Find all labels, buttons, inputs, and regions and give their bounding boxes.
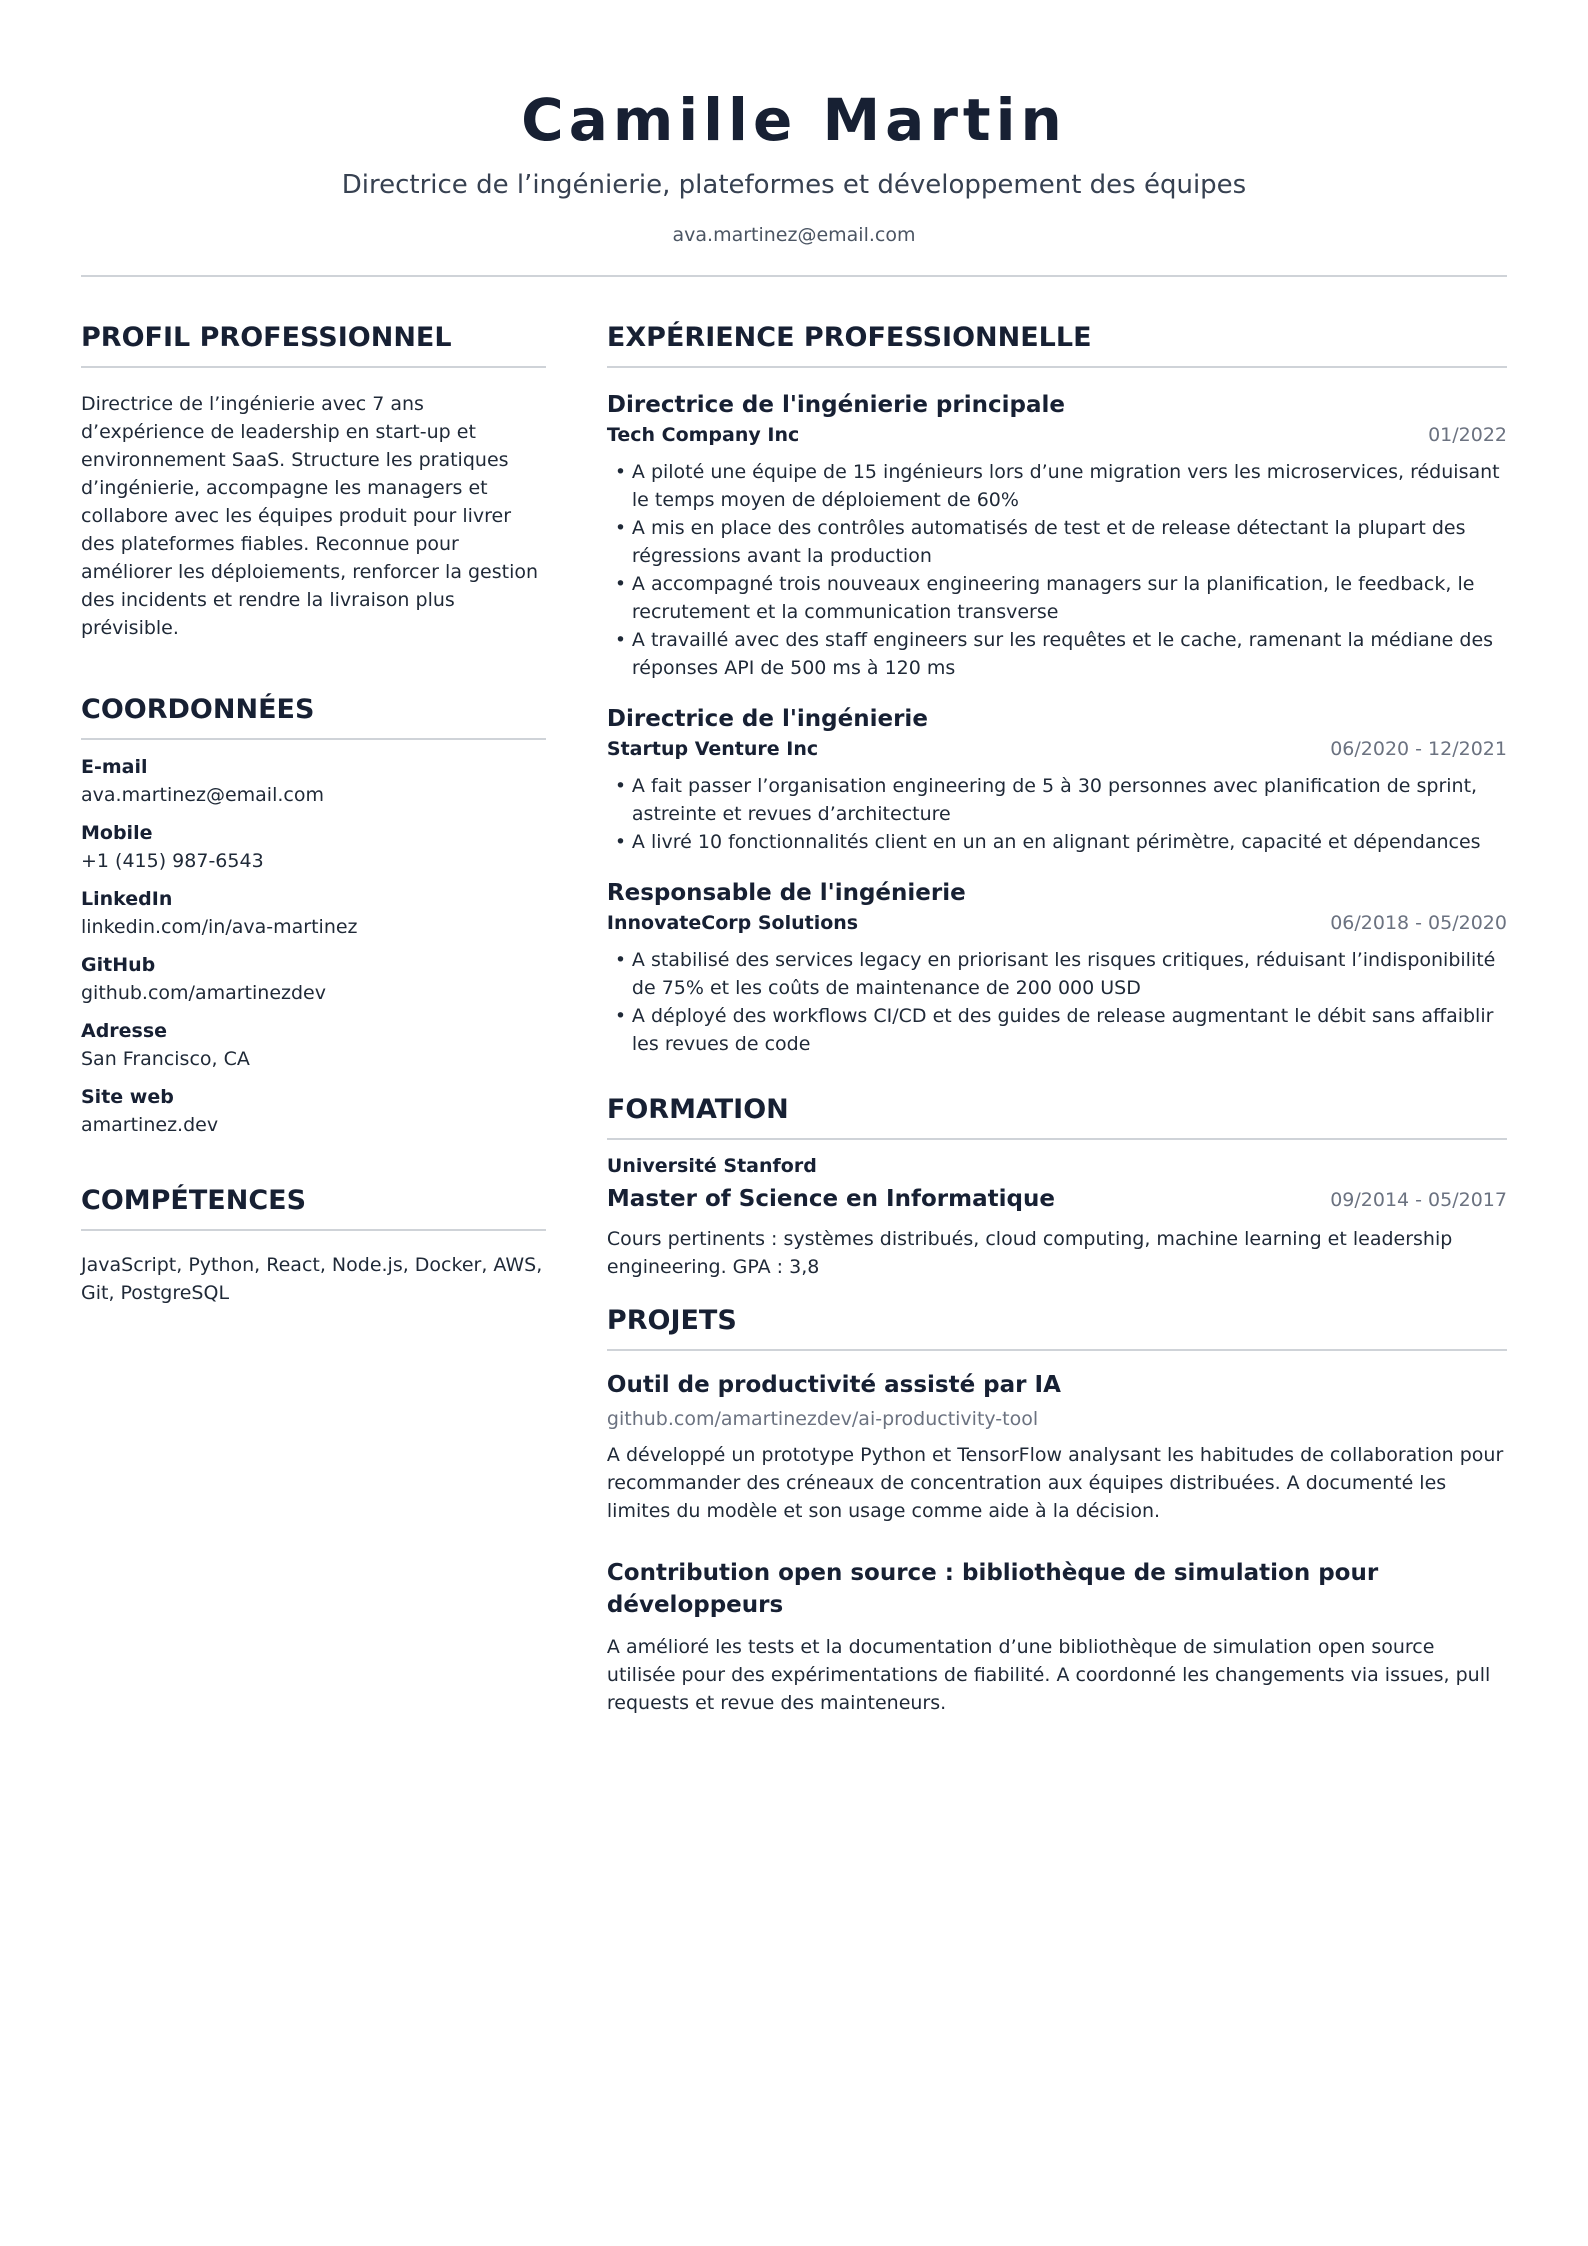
job-date: 06/2020 - 12/2021 (1330, 738, 1507, 760)
project-link[interactable]: github.com/amartinezdev/ai-productivity-tool (606, 1408, 1039, 1430)
contact-github-link[interactable]: github.com/amartinezdev (81, 982, 326, 1004)
section-title: COORDONNÉES (81, 694, 315, 725)
contact-list (81, 753, 546, 1139)
project-description: A amélioré les tests et la documentation d’une bibliothèque de simulation open source utilisée pour des expérimentations de fiabilité. A coordonné les changements via issues, pull requests et revue des mainteneurs. (606, 1636, 1491, 1714)
job-company: Startup Venture Inc (606, 738, 819, 760)
right-column (607, 320, 1507, 1717)
contact-label: LinkedIn (81, 888, 173, 910)
job-bullet: • A accompagné trois nouveaux engineering managers sur la planification, le feedback, le recrutement et la communication transverse (607, 570, 1507, 626)
profile-section (81, 320, 546, 642)
contact-linkedin-link[interactable]: linkedin.com/in/ava-martinez (81, 916, 358, 938)
profile-text: Directrice de l’ingénierie avec 7 ans d’expérience de leadership en start-up et environnement SaaS. Structure les pratiques d’ingénierie, accompagne les managers et collabore avec les équipes produit pour livrer des plateformes fiables. Reconnue pour améliorer les déploiements, renforcer la gestion des incidents et rendre la livraison plus prévisible. (81, 393, 539, 639)
contact-item-linkedin (81, 885, 546, 941)
job-date: 06/2018 - 05/2020 (1330, 912, 1507, 934)
contact-label: Mobile (81, 822, 153, 844)
job-bullet: • A stabilisé des services legacy en priorisant les risques critiques, réduisant l’indisponibilité de 75% et les coûts de maintenance de 200 000 USD (607, 946, 1507, 1002)
job-bullet: • A fait passer l’organisation engineering de 5 à 30 personnes avec planification de sprint, astreinte et revues d’architecture (607, 772, 1507, 828)
job-entry (607, 703, 1507, 856)
job-entry (607, 877, 1507, 1058)
job-bullet: • A déployé des workflows CI/CD et des guides de release augmentant le débit sans affaiblir les revues de code (607, 1002, 1507, 1058)
skills-section (81, 1183, 546, 1307)
contact-address-value: San Francisco, CA (81, 1048, 250, 1070)
project-entry (607, 1369, 1507, 1525)
education-degree: Master of Science en Informatique (606, 1186, 1055, 1212)
job-bullet: • A piloté une équipe de 15 ingénieurs lors d’une migration vers les microservices, réduisant le temps moyen de déploiement de 60% (607, 458, 1507, 514)
candidate-headline: Directrice de l’ingénierie, plateformes et développement des équipes (341, 170, 1247, 200)
left-column (81, 320, 546, 1717)
header-divider (81, 275, 1507, 277)
section-title: EXPÉRIENCE PROFESSIONNELLE (606, 322, 1092, 353)
education-meta (607, 1183, 1507, 1215)
section-divider (607, 366, 1507, 368)
skills-text: JavaScript, Python, React, Node.js, Docker, AWS, Git, PostgreSQL (81, 1254, 543, 1304)
education-date: 09/2014 - 05/2017 (1330, 1189, 1507, 1211)
contact-item-email (81, 753, 546, 809)
job-title: Directrice de l'ingénierie principale (606, 392, 1065, 418)
contact-item-mobile (81, 819, 546, 875)
job-company: Tech Company Inc (606, 424, 800, 446)
education-section (607, 1092, 1507, 1281)
contact-label: E-mail (81, 756, 148, 778)
job-bullet: • A travaillé avec des staff engineers sur les requêtes et le cache, ramenant la médiane des réponses API de 500 ms à 120 ms (607, 626, 1507, 682)
section-divider (607, 1138, 1507, 1140)
section-title: PROJETS (606, 1305, 737, 1336)
job-bullets (607, 458, 1507, 682)
contact-label: Site web (81, 1086, 174, 1108)
project-name: Outil de productivité assisté par IA (606, 1372, 1061, 1398)
job-title: Directrice de l'ingénierie (606, 706, 928, 732)
education-entry (607, 1152, 1507, 1281)
project-entry (607, 1557, 1507, 1717)
contact-item-address (81, 1017, 546, 1073)
contact-label: Adresse (81, 1020, 168, 1042)
job-date: 01/2022 (1428, 424, 1507, 446)
contact-section (81, 692, 546, 1139)
resume-header (81, 0, 1507, 277)
contact-item-website (81, 1083, 546, 1139)
job-bullet: • A mis en place des contrôles automatisés de test et de release détectant la plupart des régressions avant la production (607, 514, 1507, 570)
job-bullet: • A livré 10 fonctionnalités client en un an en alignant périmètre, capacité et dépendances (607, 828, 1507, 856)
contact-website-link[interactable]: amartinez.dev (81, 1114, 219, 1136)
contact-phone-value: +1 (415) 987-6543 (81, 850, 264, 872)
job-meta (607, 909, 1507, 937)
education-school: Université Stanford (606, 1155, 817, 1177)
experience-section (607, 320, 1507, 1058)
contact-item-github (81, 951, 546, 1007)
job-entry (607, 389, 1507, 682)
section-divider (81, 738, 546, 740)
candidate-name: Camille Martin (521, 86, 1067, 154)
job-bullets (607, 772, 1507, 856)
project-description: A développé un prototype Python et TensorFlow analysant les habitudes de collaboration pour recommander des créneaux de concentration aux équipes distribuées. A documenté les limites du modèle et son usage comme aide à la décision. (606, 1444, 1504, 1522)
job-meta (607, 421, 1507, 449)
education-note: Cours pertinents : systèmes distribués, cloud computing, machine learning et leadership engineering. GPA : 3,8 (606, 1228, 1453, 1278)
contact-email-link[interactable]: ava.martinez@email.com (81, 784, 324, 806)
job-meta (607, 735, 1507, 763)
contact-label: GitHub (81, 954, 156, 976)
job-title: Responsable de l'ingénierie (606, 880, 966, 906)
project-name: Contribution open source : bibliothèque de simulation pour développeurs (606, 1560, 1379, 1618)
projects-section (607, 1303, 1507, 1717)
section-divider (607, 1349, 1507, 1351)
section-divider (81, 1229, 546, 1231)
header-email-link[interactable]: ava.martinez@email.com (672, 224, 916, 246)
job-bullets (607, 946, 1507, 1058)
section-title: PROFIL PROFESSIONNEL (81, 322, 452, 353)
section-title: COMPÉTENCES (81, 1185, 307, 1216)
section-divider (81, 366, 546, 368)
resume-columns (81, 320, 1507, 1717)
job-company: InnovateCorp Solutions (606, 912, 859, 934)
section-title: FORMATION (606, 1094, 789, 1125)
